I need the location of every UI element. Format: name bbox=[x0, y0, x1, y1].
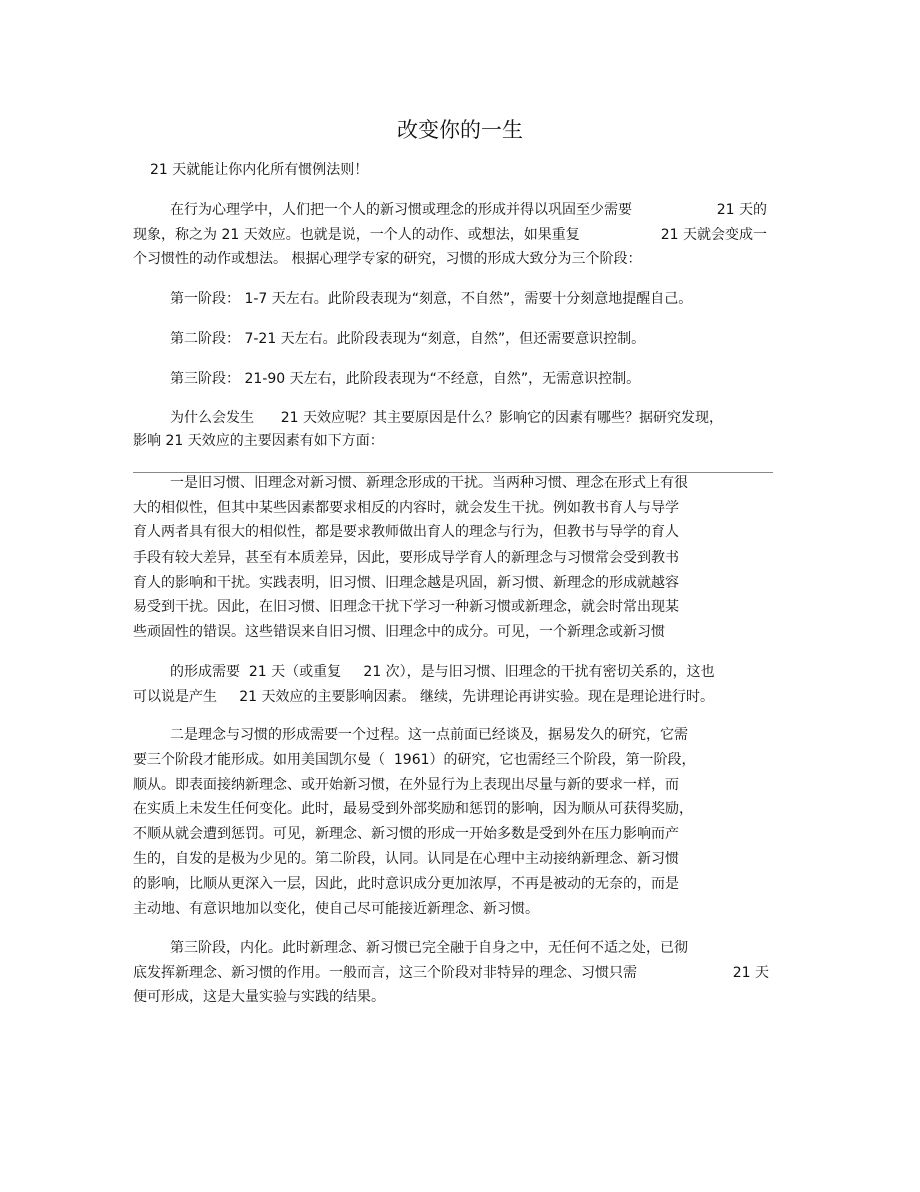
intro-text: 在行为心理学中，人们把一个人的新习惯或理念的形成并得以巩固至少需要 bbox=[170, 202, 632, 218]
paragraph-line: 不顺从就会遭到惩罚。可见，新理念、新习惯的形成一开始多数是受到外在压力影响而产 bbox=[133, 826, 679, 842]
stage-1: 第一阶段： 1-7 天左右。此阶段表现为“刻意，不自然”，需要十分刻意地提醒自己。 bbox=[170, 291, 693, 307]
intro-text: 21 天就会变成一 bbox=[660, 227, 767, 243]
intro-text: 现象，称之为 21 天效应。也就是说，一个人的动作、或想法，如果重复 bbox=[133, 227, 580, 243]
stage-2: 第二阶段： 7-21 天左右。此阶段表现为“刻意，自然”，但还需要意识控制。 bbox=[170, 331, 646, 347]
paragraph-line: 一是旧习惯、旧理念对新习惯、新理念形成的干扰。当两种习惯、理念在形式上有很 bbox=[170, 475, 688, 491]
paragraph-line: 便可形成，这是大量实验与实践的结果。 bbox=[133, 989, 385, 1005]
intro-line-3: 个习惯性的动作或想法。 根据心理学专家的研究，习惯的形成大致分为三个阶段： bbox=[133, 251, 642, 267]
stage-3: 第三阶段： 21-90 天左右，此阶段表现为“不经意，自然”，无需意识控制。 bbox=[170, 371, 641, 387]
why-line-1: 为什么会发生 21 天效应呢？其主要原因是什么？影响它的因素有哪些？据研究发现， bbox=[170, 410, 723, 426]
paragraph-line: 要三个阶段才能形成。如用美国凯尔曼（ 1961）的研究，它也需经三个阶段，第一阶段， bbox=[133, 752, 696, 768]
intro-text: 21 天的 bbox=[716, 202, 767, 218]
paragraph-line bbox=[133, 964, 769, 982]
paragraph-line: 育人的影响和干扰。实践表明，旧习惯、旧理念越是巩固，新习惯、新理念的形成就越容 bbox=[133, 575, 679, 591]
horizontal-rule bbox=[133, 472, 773, 473]
paragraph-line: 二是理念与习惯的形成需要一个过程。这一点前面已经谈及，据易发久的研究，它需 bbox=[170, 727, 688, 743]
subtitle: 21 天就能让你内化所有惯例法则！ bbox=[150, 162, 369, 178]
paragraph-line: 些顽固性的错误。这些错误来自旧习惯、旧理念中的成分。可见，一个新理念或新习惯 bbox=[133, 624, 665, 640]
why-line-2: 影响 21 天效应的主要因素有如下方面： bbox=[133, 433, 384, 449]
intro-line-2 bbox=[133, 226, 767, 244]
paragraph-line: 的形成需要 21 天（或重复 21 次），是与旧习惯、旧理念的干扰有密切关系的，这也 bbox=[170, 664, 715, 680]
paragraph-line: 在实质上未发生任何变化。此时，最易受到外部奖励和惩罚的影响，因为顺从可获得奖励， bbox=[133, 801, 693, 817]
paragraph-line: 易受到干扰。因此，在旧习惯、旧理念干扰下学习一种新习惯或新理念，就会时常出现某 bbox=[133, 599, 679, 615]
paragraph-line: 第三阶段，内化。此时新理念、新习惯已完全融于自身之中，无任何不适之处，已彻 bbox=[170, 940, 688, 956]
paragraph-line: 大的相似性，但其中某些因素都要求相反的内容时，就会发生干扰。例如教书育人与导学 bbox=[133, 500, 679, 516]
document-title: 改变你的一生 bbox=[397, 118, 523, 142]
intro-line-1 bbox=[170, 201, 767, 219]
paragraph-line: 育人两者具有很大的相似性，都是要求教师做出育人的理念与行为，但教书与导学的育人 bbox=[133, 524, 679, 540]
paragraph-line: 生的，自发的是极为少见的。第二阶段，认同。认同是在心理中主动接纳新理念、新习惯 bbox=[133, 851, 679, 867]
paragraph-line: 顺从。即表面接纳新理念、或开始新习惯，在外显行为上表现出尽量与新的要求一样，而 bbox=[133, 777, 679, 793]
paragraph-line: 手段有较大差异，甚至有本质差异，因此，要形成导学育人的新理念与习惯常会受到教书 bbox=[133, 550, 679, 566]
paragraph-line: 的影响，比顺从更深入一层，因此，此时意识成分更加浓厚，不再是被动的无奈的，而是 bbox=[133, 876, 679, 892]
paragraph-text: 底发挥新理念、新习惯的作用。一般而言，这三个阶段对非特异的理念、习惯只需 bbox=[133, 965, 637, 981]
paragraph-line: 主动地、有意识地加以变化，使自己尽可能接近新理念、新习惯。 bbox=[133, 901, 539, 917]
paragraph-text: 21 天 bbox=[732, 965, 769, 981]
paragraph-line: 可以说是产生 21 天效应的主要影响因素。 继续，先讲理论再讲实验。现在是理论进行时。 bbox=[133, 689, 714, 705]
